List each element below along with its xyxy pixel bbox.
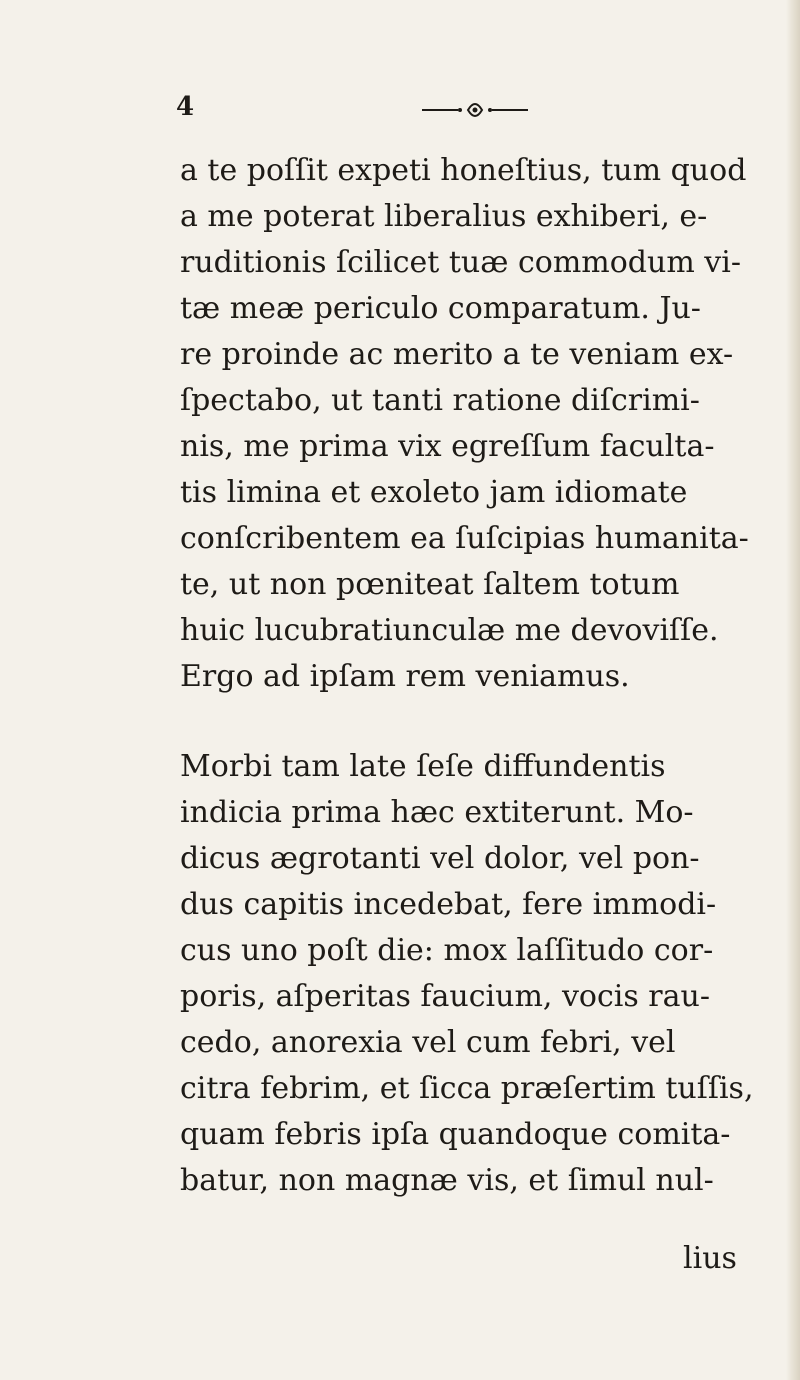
text-line: a te poſſit expeti honeſtius, tum quod [180,153,747,188]
text-line: Morbi tam late ſeſe diffundentis [180,749,666,784]
page-header [0,92,800,132]
text-line: huic lucubratiunculæ me devoviſſe. [180,613,719,648]
text-line: ruditionis ſcilicet tuæ commodum vi- [180,245,741,280]
text-line: Ergo ad ipſam rem veniamus. [180,659,630,694]
paragraph-2 [180,744,770,1204]
fleuron-ornament-icon [420,96,530,122]
page-number: 4 [176,92,195,122]
text-line: tæ meæ periculo comparatum. Ju- [180,291,701,326]
text-line: re proinde ac merito a te veniam ex- [180,337,734,372]
text-line: te, ut non pœniteat ſaltem totum [180,567,680,602]
text-line: nis, me prima vix egreſſum faculta- [180,429,715,464]
text-line: dus capitis incedebat, fere immodi- [180,887,717,922]
text-line: cus uno poſt die: mox laſſitudo cor- [180,933,714,968]
paragraph-1 [180,148,770,700]
body-text [180,148,770,1204]
text-line: tis limina et exoleto jam idiomate [180,475,688,510]
text-line: ſpectabo, ut tanti ratione diſcrimi- [180,383,700,418]
text-line: quam febris ipſa quandoque comita- [180,1117,731,1152]
text-line: a me poterat liberalius exhiberi, e- [180,199,708,234]
text-line: citra febrim, et ſicca præſertim tuſſis, [180,1071,754,1106]
text-line: poris, aſperitas faucium, vocis rau- [180,979,710,1014]
text-line: conſcribentem ea ſuſcipias humanita- [180,521,749,556]
text-line: indicia prima hæc extiterunt. Mo- [180,795,694,830]
text-line: batur, non magnæ vis, et ſimul nul- [180,1163,714,1198]
text-line: dicus ægrotanti vel dolor, vel pon- [180,841,700,876]
text-line: cedo, anorexia vel cum febri, vel [180,1025,676,1060]
catchword: lius [683,1241,737,1276]
page-edge [786,0,800,1380]
